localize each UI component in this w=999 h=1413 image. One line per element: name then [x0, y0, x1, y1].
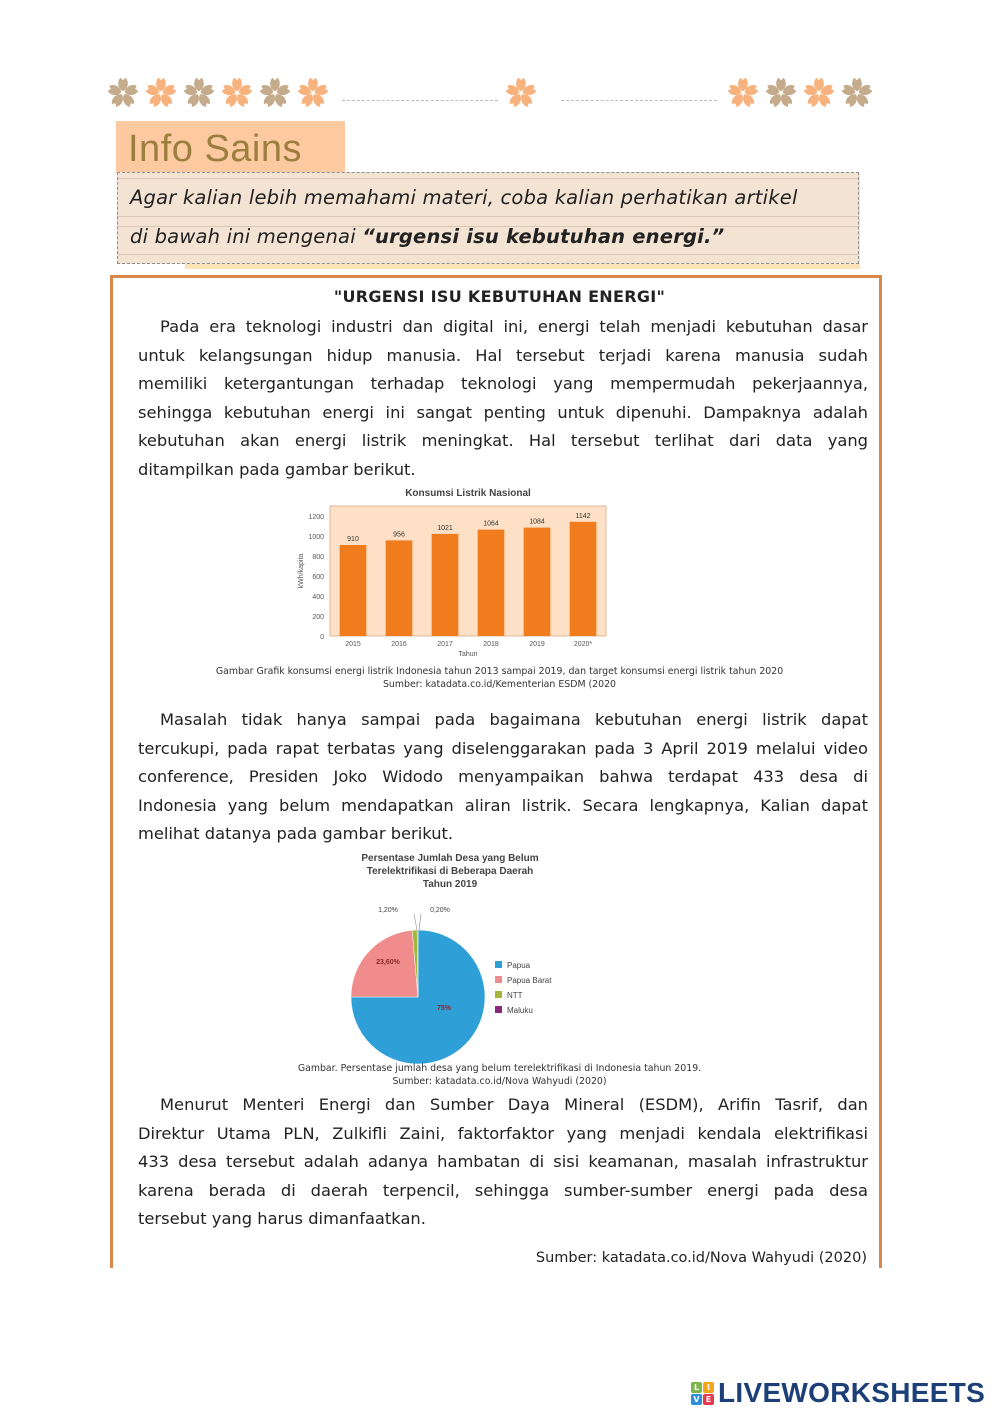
leader-line	[414, 914, 417, 930]
intro-box	[117, 172, 859, 264]
paragraph-line: ditampilkan pada gambar berikut.	[138, 459, 416, 479]
badge-letter: L	[691, 1382, 702, 1393]
badge-letter: E	[703, 1394, 714, 1405]
ruled-line	[118, 178, 858, 179]
pie-slice-label: 23,60%	[376, 959, 400, 966]
paragraph-line: Direktur Utama PLN, Zulkifli Zaini, faktorfaktor yang menjadi kendala elektrifikasi	[138, 1123, 868, 1143]
paragraph-line: sehingga kebutuhan energi ini sangat penting untuk dipenuhi. Dampaknya adalah	[138, 402, 868, 422]
legend-label: Maluku	[507, 1006, 533, 1015]
paragraph-line: kebutuhan akan energi listrik meningkat. Hal tersebut terlihat dari data yang	[138, 431, 868, 451]
paragraph-line: Indonesia yang belum mendapatkan aliran listrik. Secara lengkapnya, Kalian dapat	[138, 795, 868, 815]
live-badge-icon	[691, 1382, 714, 1405]
plot-area	[330, 506, 606, 636]
bar-value-label: 956	[393, 531, 405, 539]
x-tick-label: 2017	[437, 641, 453, 648]
flower-icon	[296, 76, 330, 110]
paragraph-3	[138, 1091, 868, 1234]
figure-2-source: Sumber: katadata.co.id/Nova Wahyudi (2020)	[392, 1076, 607, 1087]
legend-label: Papua	[507, 961, 531, 970]
bar-value-label: 1084	[529, 518, 545, 526]
bar-2019	[524, 528, 551, 636]
flower-icon	[182, 76, 216, 110]
pie-slice-label: 0,20%	[430, 907, 450, 914]
intro-text-line-2	[130, 225, 724, 248]
legend-label: Papua Barat	[507, 976, 552, 985]
flower-icon	[764, 76, 798, 110]
paragraph-line: tersebut yang harus dimanfaatkan.	[138, 1209, 426, 1229]
flower-icon	[504, 76, 538, 110]
legend-label: NTT	[507, 991, 523, 1000]
paragraph-line: karena berada di daerah terpencil, sehingga sumber-sumber energi pada desa	[138, 1180, 868, 1200]
intro-emphasis: “urgensi isu kebutuhan energi.”	[362, 225, 725, 248]
bar-value-label: 1064	[483, 520, 499, 528]
x-tick-label: 2018	[483, 641, 499, 648]
legend-swatch	[495, 976, 502, 983]
ruled-line	[118, 254, 858, 255]
y-tick-label: 1200	[308, 514, 324, 521]
y-tick-label: 800	[312, 554, 324, 561]
figure-2-caption: Gambar. Persentase jumlah desa yang belum terelektrifikasi di Indonesia tahun 2019.	[297, 1063, 702, 1074]
article-source: Sumber: katadata.co.id/Nova Wahyudi (2020)	[535, 1250, 867, 1266]
y-tick-label: 400	[312, 594, 324, 601]
paragraph-2	[138, 706, 868, 849]
paragraph-line: Menurut Menteri Energi dan Sumber Daya Mineral (ESDM), Arifin Tasrif, dan	[160, 1095, 868, 1114]
bar-value-label: 1142	[575, 512, 591, 520]
section-title: Info Sains	[128, 128, 302, 170]
pie-title-line: Persentase Jumlah Desa yang Belum	[361, 853, 539, 864]
badge-letter: V	[691, 1394, 702, 1405]
bar-2015	[340, 545, 367, 636]
bar-2018	[478, 530, 505, 636]
badge-letter: I	[703, 1382, 714, 1393]
dashed-divider	[342, 100, 498, 101]
figure-1-source: Sumber: katadata.co.id/Kementerian ESDM (2020	[382, 679, 617, 690]
paragraph-line: Pada era teknologi industri dan digital ini, energi telah menjadi kebutuhan dasar	[160, 317, 868, 336]
intro-text-line-1: Agar kalian lebih memahami materi, coba kalian perhatikan artikel	[130, 186, 798, 209]
legend-swatch	[495, 991, 502, 998]
bar-2017	[432, 534, 459, 636]
flower-icon	[726, 76, 760, 110]
bar-value-label: 910	[347, 536, 359, 543]
intro-text: di bawah ini mengenai	[130, 225, 363, 248]
y-tick-label: 200	[312, 614, 324, 621]
flower-icon	[802, 76, 836, 110]
paragraph-line: Masalah tidak hanya sampai pada bagaimana kebutuhan energi listrik dapat	[160, 710, 868, 729]
paragraph-line: melihat datanya pada gambar berikut.	[138, 824, 454, 844]
paragraph-line: memiliki ketergantungan terhadap teknologi yang mempermudah pekerjaannya,	[138, 374, 868, 394]
article-title: "URGENSI ISU KEBUTUHAN ENERGI"	[333, 287, 666, 306]
flower-icon	[144, 76, 178, 110]
y-tick-label: 0	[320, 634, 324, 641]
x-axis-label: Tahun	[458, 651, 478, 658]
y-tick-label: 600	[312, 574, 324, 581]
x-tick-label: 2019	[529, 641, 545, 648]
legend-swatch	[495, 1006, 502, 1013]
y-axis-label: kWh/kapita	[298, 553, 305, 589]
bar-2020*	[570, 522, 597, 636]
legend-swatch	[495, 961, 502, 968]
x-tick-label: 2015	[345, 641, 361, 648]
flower-icon	[106, 76, 140, 110]
paragraph-line: tercukupi, pada rapat terbatas yang diselenggarakan pada 3 April 2019 melalui video	[138, 738, 868, 758]
pie-slice-label: 75%	[436, 1005, 452, 1012]
flower-icon	[220, 76, 254, 110]
chart-title: Konsumsi Listrik Nasional	[405, 488, 531, 499]
pie-slice-label: 1,20%	[378, 907, 398, 914]
paragraph-line: conference, Presiden Joko Widodo menyampaikan bahwa terdapat 433 desa di	[138, 767, 868, 787]
paragraph-line: 433 desa tersebut adalah adanya hambatan di sisi keamanan, masalah infrastruktur	[138, 1152, 868, 1172]
brand-name: LIVEWORKSHEETS	[718, 1377, 986, 1408]
bar-value-label: 1021	[437, 524, 453, 532]
ruled-line	[118, 216, 858, 217]
y-tick-label: 1000	[308, 534, 324, 541]
leader-line	[419, 914, 421, 930]
figure-1-caption: Gambar Grafik konsumsi energi listrik Indonesia tahun 2013 sampai 2019, dan target konsumsi energi listrik tahun 2020	[215, 666, 784, 677]
liveworksheets-logo[interactable]	[691, 1378, 985, 1408]
decorative-flower-border	[106, 76, 876, 116]
paragraph-line: untuk kelangsungan hidup manusia. Hal tersebut terjadi karena manusia sudah	[138, 345, 868, 365]
flower-icon	[258, 76, 292, 110]
pie-title-line: Terelektrifikasi di Beberapa Daerah	[366, 866, 534, 877]
bar-chart-konsumsi-listrik	[290, 480, 620, 660]
paragraph-1	[138, 313, 868, 485]
pie-title-line: Tahun 2019	[422, 879, 478, 890]
x-tick-label: 2020*	[573, 641, 593, 648]
flower-icon	[840, 76, 874, 110]
x-tick-label: 2016	[391, 641, 407, 648]
bar-2016	[386, 540, 413, 636]
pie-chart-desa-belum-listrik	[330, 845, 590, 1065]
dashed-divider	[561, 100, 717, 101]
